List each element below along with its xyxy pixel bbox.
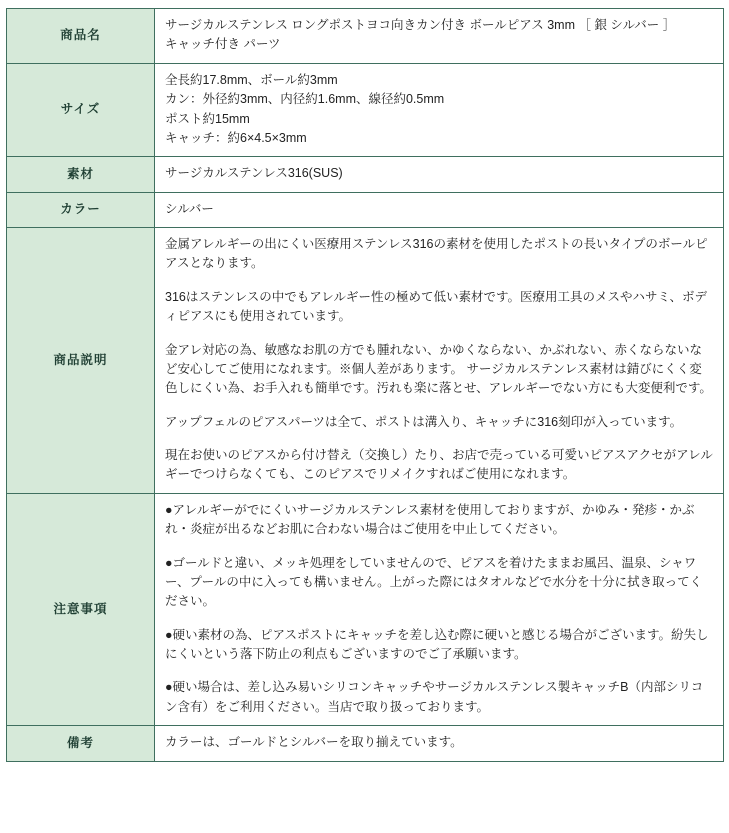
paragraph: 316はステンレスの中でもアレルギー性の極めて低い素材です。医療用工具のメスやハサミ、ボディピアスにも使用されています。: [165, 289, 707, 324]
table-row: [7, 192, 724, 227]
text-line: サージカルステンレス316(SUS): [165, 166, 343, 181]
product-spec-table: [6, 8, 724, 762]
row-value-size: [155, 63, 724, 157]
row-value-color: [155, 192, 724, 227]
row-value-remarks: [155, 726, 724, 761]
paragraph: ●硬い場合は、差し込み易いシリコンキャッチやサージカルステンレス製キャッチB（内部シリコン含有）をご利用ください。当店で取り扱っております。: [165, 680, 704, 714]
row-value-description: [155, 228, 724, 494]
paragraph: 金属アレルギーの出にくい医療用ステンレス316の素材を使用したポストの長いタイプのボールピアスとなります。: [165, 237, 708, 271]
table-row: [7, 228, 724, 494]
text-line: カン：外径約3mm、内径約1.6mm、線径約0.5mm: [165, 92, 445, 107]
row-label-material: 素材: [7, 157, 155, 192]
paragraph: ●ゴールドと違い、メッキ処理をしていませんので、ピアスを着けたままお風呂、温泉、シャワー、プールの中に入っても構いません。上がった際にはタオルなどで水分を十分に拭き取ってください。: [165, 555, 703, 609]
text-line: ポスト約15mm: [165, 111, 250, 126]
spec-table-body: [7, 9, 724, 762]
paragraph: アップフェルのピアスパーツは全て、ポストは溝入り、キャッチに316刻印が入っています。: [165, 414, 683, 429]
row-label-remarks: 備考: [7, 726, 155, 761]
text-line: シルバー: [165, 201, 214, 216]
row-value-precautions: [155, 493, 724, 725]
row-label-color: カラー: [7, 192, 155, 227]
row-label-precautions: 注意事項: [7, 493, 155, 725]
text-line: キャッチ：約6×4.5×3mm: [165, 130, 307, 145]
table-row: [7, 63, 724, 157]
table-row: [7, 493, 724, 725]
row-value-material: [155, 157, 724, 192]
row-value-product-name: [155, 9, 724, 64]
paragraph: ●アレルギーがでにくいサージカルステンレス素材を使用しておりますが、かゆみ・発疹・かぶれ・炎症が出るなどお肌に合わない場合はご使用を中止してください。: [165, 502, 695, 537]
table-row: [7, 726, 724, 761]
text-line: キャッチ付き パーツ: [165, 37, 281, 52]
row-label-size: サイズ: [7, 63, 155, 157]
paragraph: 金アレ対応の為、敏感なお肌の方でも腫れない、かゆくならない、かぶれない、赤くならないなど安心してご使用になれます。※個人差があります。 サージカルステンレス素材は錆びにくく変色しにくい為、お手入れも簡単です。汚れも楽に落とせ、アレルギーでない方にも大変便利です。: [165, 342, 712, 396]
paragraph: ●硬い素材の為、ピアスポストにキャッチを差し込む際に硬いと感じる場合がございます。紛失しにくいという落下防止の利点もございますのでご了承願います。: [165, 627, 709, 661]
table-row: [7, 9, 724, 64]
row-label-product-name: 商品名: [7, 9, 155, 64]
row-label-description: 商品説明: [7, 228, 155, 494]
paragraph: 現在お使いのピアスから付け替え（交換し）たり、お店で売っている可愛いピアスアクセがアレルギーでつけらなくても、このピアスでリメイクすればご使用になれます。: [165, 448, 713, 482]
text-line: 全長約17.8mm、ボール約3mm: [165, 72, 338, 87]
text-line: カラーは、ゴールドとシルバーを取り揃えています。: [165, 735, 463, 750]
table-row: [7, 157, 724, 192]
text-line: サージカルステンレス ロングポストヨコ向きカン付き ボールピアス 3mm ［ 銀 シルバー ］: [165, 18, 676, 32]
